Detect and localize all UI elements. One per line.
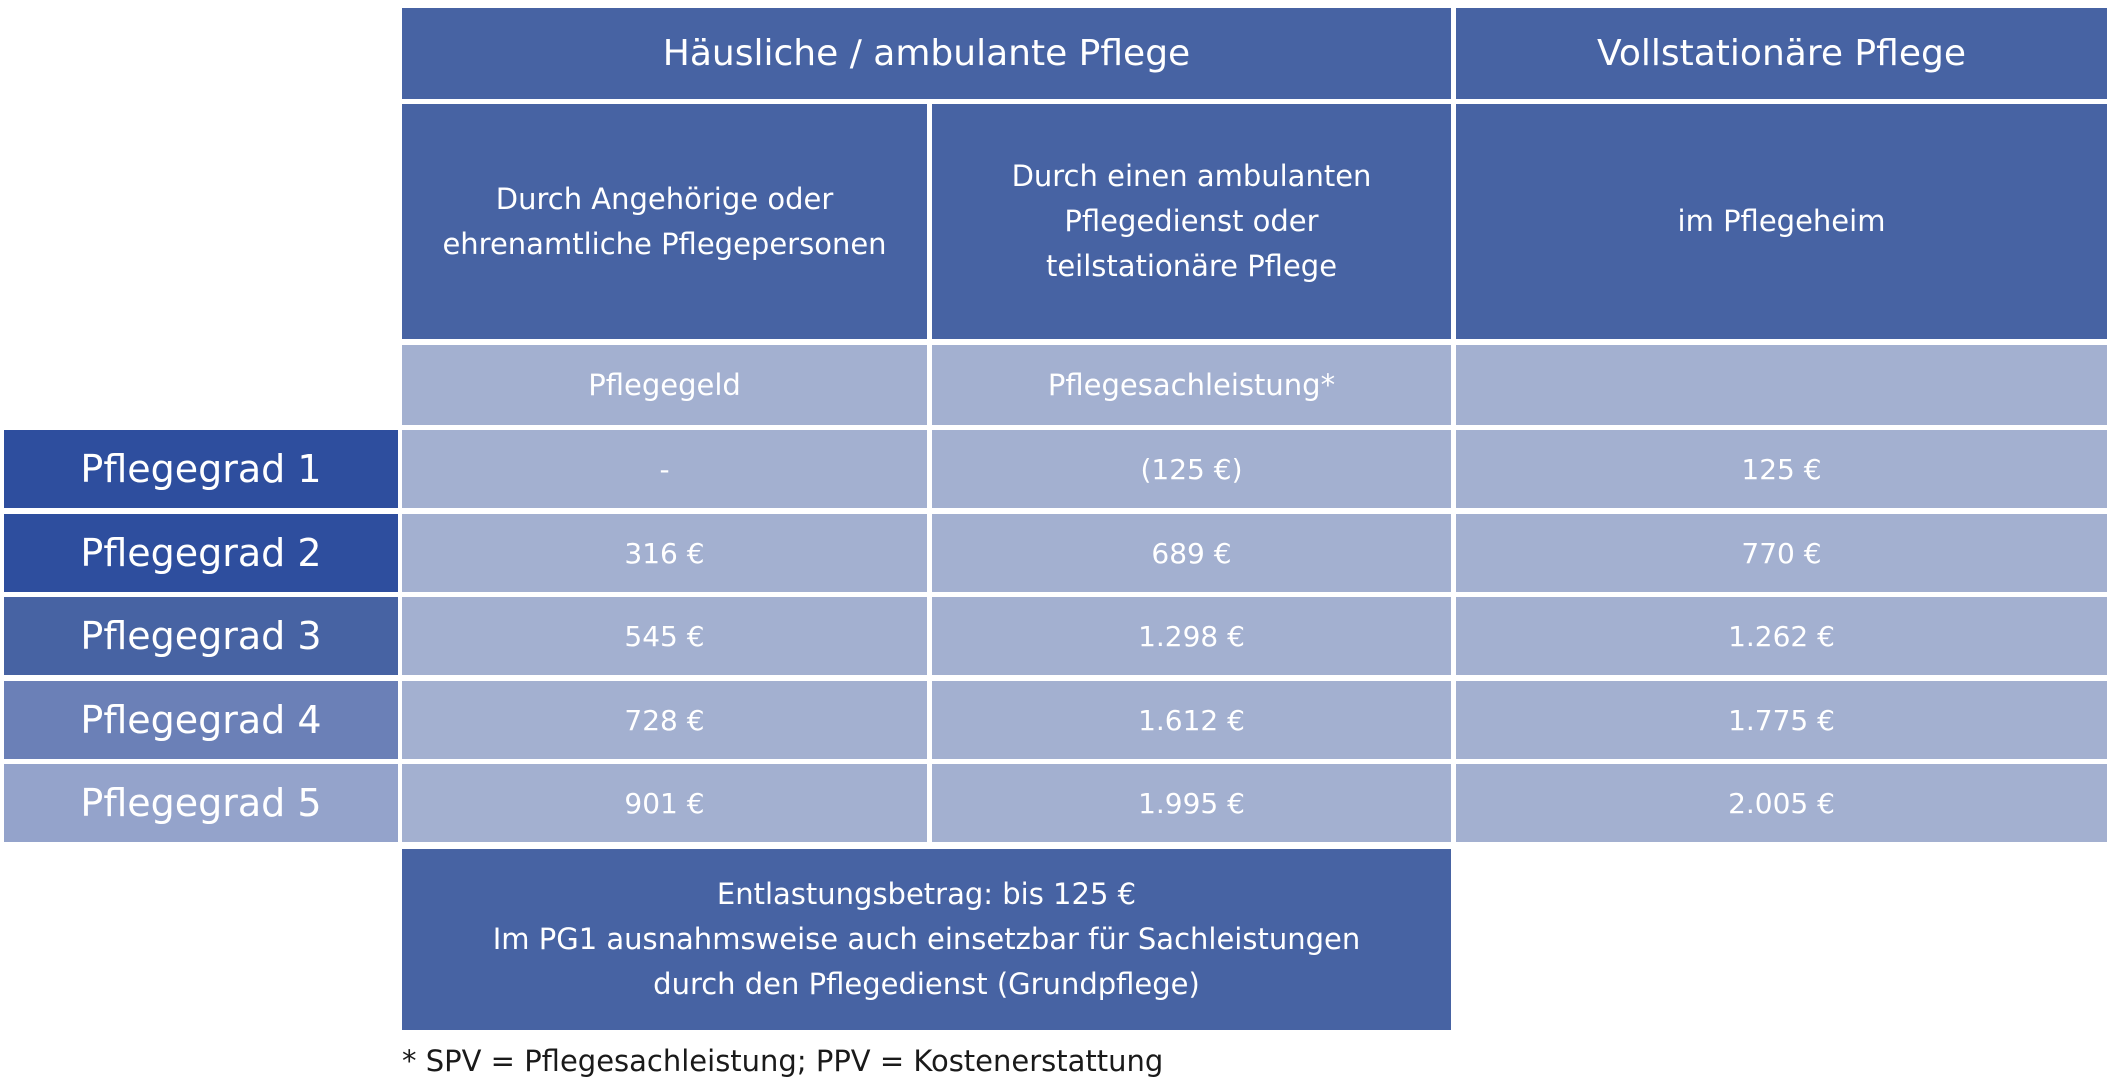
- grade-label: Pflegegrad 5: [4, 764, 398, 842]
- benefit-header-empty: [1456, 345, 2107, 425]
- table-cell: 545 €: [402, 597, 927, 675]
- sub-header-nursing-home: im Pflegeheim: [1456, 104, 2107, 339]
- sub-header-ambulant-service: Durch einen ambulanten Pflegedienst oder teilstationäre Pflege: [932, 104, 1451, 339]
- table-cell: -: [402, 430, 927, 508]
- table-cell: 125 €: [1456, 430, 2107, 508]
- table-cell: 1.995 €: [932, 764, 1451, 842]
- table-cell: (125 €): [932, 430, 1451, 508]
- sub-header-relatives: Durch Angehörige oder ehrenamtliche Pflegepersonen: [402, 104, 927, 339]
- relief-amount-note: Entlastungsbetrag: bis 125 € Im PG1 ausnahmsweise auch einsetzbar für Sachleistungen durch den Pflegedienst (Grundpflege): [402, 849, 1451, 1030]
- group-header-home-care: Häusliche / ambulante Pflege: [402, 8, 1451, 99]
- footnote: * SPV = Pflegesachleistung; PPV = Kostenerstattung: [402, 1044, 1164, 1078]
- table-cell: 728 €: [402, 681, 927, 759]
- table-cell: 316 €: [402, 514, 927, 592]
- grade-label: Pflegegrad 1: [4, 430, 398, 508]
- group-header-inpatient-care: Vollstationäre Pflege: [1456, 8, 2107, 99]
- table-cell: 2.005 €: [1456, 764, 2107, 842]
- grade-label: Pflegegrad 2: [4, 514, 398, 592]
- grade-label: Pflegegrad 3: [4, 597, 398, 675]
- grade-label: Pflegegrad 4: [4, 681, 398, 759]
- benefit-header-sachleistung: Pflegesachleistung*: [932, 345, 1451, 425]
- table-cell: 689 €: [932, 514, 1451, 592]
- table-cell: 770 €: [1456, 514, 2107, 592]
- table-cell: 1.775 €: [1456, 681, 2107, 759]
- table-cell: 901 €: [402, 764, 927, 842]
- table-cell: 1.262 €: [1456, 597, 2107, 675]
- table-cell: 1.298 €: [932, 597, 1451, 675]
- table-cell: 1.612 €: [932, 681, 1451, 759]
- benefit-header-pflegegeld: Pflegegeld: [402, 345, 927, 425]
